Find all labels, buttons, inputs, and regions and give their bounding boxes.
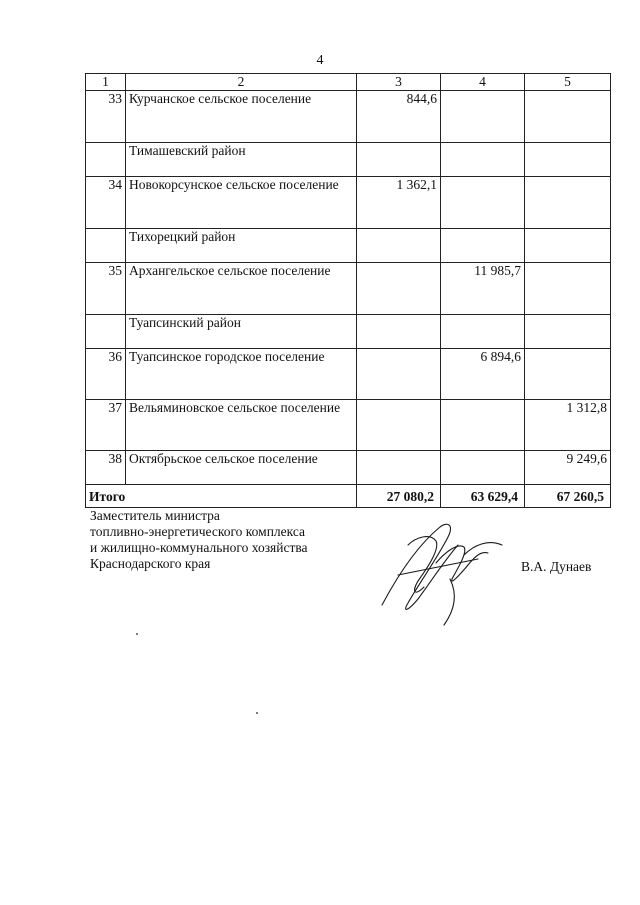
row-number: 36 [86, 349, 126, 400]
signer-name: В.А. Дунаев [521, 559, 592, 574]
position-line: топливно-энергетического комплекса [90, 524, 306, 539]
header-col-3: 3 [357, 74, 441, 91]
district-name: Тимашевский район [126, 143, 357, 177]
signer-position [90, 508, 308, 572]
position-line: Заместитель министра [90, 508, 220, 523]
table-row [86, 400, 611, 451]
settlement-name: Октябрьское сельское поселение [126, 451, 357, 485]
value-col-4 [441, 229, 525, 263]
table-header-row [86, 74, 611, 91]
scan-speck [136, 633, 138, 635]
header-col-5: 5 [525, 74, 611, 91]
value-col-5: 1 312,8 [525, 400, 611, 451]
value-col-5 [525, 315, 611, 349]
value-col-3: 1 362,1 [357, 177, 441, 229]
value-col-3 [357, 315, 441, 349]
row-number: 34 [86, 177, 126, 229]
value-col-5 [525, 349, 611, 400]
scan-speck [256, 712, 258, 714]
value-col-5 [525, 91, 611, 143]
value-col-5 [525, 263, 611, 315]
value-col-5 [525, 143, 611, 177]
value-col-3: 844,6 [357, 91, 441, 143]
header-col-1: 1 [86, 74, 126, 91]
value-col-3 [357, 349, 441, 400]
value-col-4 [441, 400, 525, 451]
value-col-4 [441, 451, 525, 485]
row-number [86, 315, 126, 349]
row-number [86, 229, 126, 263]
header-col-4: 4 [441, 74, 525, 91]
value-col-3 [357, 229, 441, 263]
table-row-district [86, 229, 611, 263]
page-number: 4 [316, 53, 324, 68]
settlement-name: Туапсинское городское поселение [126, 349, 357, 400]
value-col-4 [441, 91, 525, 143]
district-name: Туапсинский район [126, 315, 357, 349]
position-line: Краснодарского края [90, 556, 211, 571]
value-col-3 [357, 263, 441, 315]
table-row [86, 177, 611, 229]
handwritten-signature [378, 515, 518, 635]
settlement-name: Новокорсунское сельское поселение [126, 177, 357, 229]
table-row [86, 91, 611, 143]
value-col-4 [441, 143, 525, 177]
table-row-district [86, 315, 611, 349]
row-number: 38 [86, 451, 126, 485]
table-row [86, 263, 611, 315]
value-col-3 [357, 400, 441, 451]
row-number: 35 [86, 263, 126, 315]
total-col-3: 27 080,2 [357, 485, 441, 508]
row-number: 37 [86, 400, 126, 451]
total-label: Итого [86, 485, 357, 508]
value-col-4 [441, 315, 525, 349]
total-col-4: 63 629,4 [441, 485, 525, 508]
settlement-name: Вельяминовское сельское поселение [126, 400, 357, 451]
allocation-table [85, 73, 611, 508]
settlement-name: Курчанское сельское поселение [126, 91, 357, 143]
table-row [86, 451, 611, 485]
value-col-5: 9 249,6 [525, 451, 611, 485]
total-row [86, 485, 611, 508]
value-col-3 [357, 143, 441, 177]
value-col-5 [525, 229, 611, 263]
total-col-5: 67 260,5 [525, 485, 611, 508]
value-col-4: 11 985,7 [441, 263, 525, 315]
row-number: 33 [86, 91, 126, 143]
position-line: и жилищно-коммунального хозяйства [90, 540, 308, 555]
value-col-5 [525, 177, 611, 229]
row-number [86, 143, 126, 177]
value-col-4: 6 894,6 [441, 349, 525, 400]
settlement-name: Архангельское сельское поселение [126, 263, 357, 315]
value-col-4 [441, 177, 525, 229]
value-col-3 [357, 451, 441, 485]
header-col-2: 2 [126, 74, 357, 91]
table-row [86, 349, 611, 400]
district-name: Тихорецкий район [126, 229, 357, 263]
table-row-district [86, 143, 611, 177]
